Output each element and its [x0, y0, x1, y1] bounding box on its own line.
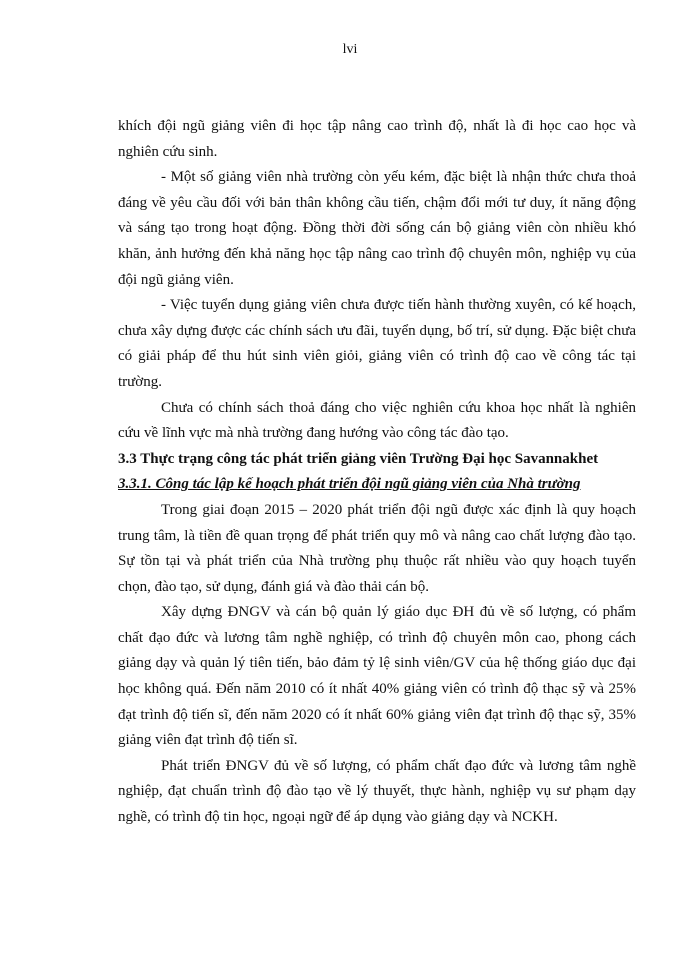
page-number: lvi — [342, 42, 358, 57]
paragraph-planning-period: Trong giai đoạn 2015 – 2020 phát triển đội ngũ được xác định là quy hoạch trung tâm, là tiền đề quan trọng để phát triển quy mô và nâng cao chất lượng đào tạo. Sự tồn tại và phát triển của Nhà trường phụ thuộc rất nhiều vào quy hoạch tuyển chọn, đào tạo, sử dụng, đánh giá và đào thải cán bộ. — [118, 501, 636, 595]
paragraph-recruitment: - Việc tuyển dụng giảng viên chưa được tiến hành thường xuyên, có kế hoạch, chưa xây dựng được các chính sách ưu đãi, tuyển dụng, bố trí, sử dụng. Đặc biệt chưa có giải pháp để thu hút sinh viên giỏi, giảng viên có trình độ cao về công tác tại trường. — [118, 297, 636, 390]
paragraph-staff-building: Xây dựng ĐNGV và cán bộ quản lý giáo dục ĐH đủ về số lượng, có phẩm chất đạo đức và lương tâm nghề nghiệp, có trình độ chuyên môn cao, phong cách giảng dạy và quản lý tiên tiến, bảo đảm tỷ lệ sinh viên/GV của hệ thống giáo dục đại học không quá. Đến năm 2010 có ít nhất 40% giảng viên có trình độ thạc sỹ và 25% đạt trình độ tiến sĩ, đến năm 2020 có ít nhất 60% giảng viên đạt trình độ thạc sỹ, 35% giảng viên đạt trình độ tiến sĩ. — [118, 604, 636, 749]
section-heading: 3.3 Thực trạng công tác phát triển giảng viên Trường Đại học Savannakhet — [118, 450, 599, 467]
paragraph-weak-lecturers: - Một số giảng viên nhà trường còn yếu kém, đặc biệt là nhận thức chưa thoả đáng về yêu cầu đối với bản thân không cầu tiến, chậm đổi mới tư duy, ít năng động và sáng tạo trong hoạt động. Đồng thời đời sống cán bộ giảng viên còn nhiều khó khăn, ảnh hưởng đến khả năng học tập nâng cao trình độ chuyên môn, nghiệp vụ của đội ngũ giảng viên. — [118, 169, 636, 288]
paragraph-staff-development: Phát triển ĐNGV đủ về số lượng, có phẩm chất đạo đức và lương tâm nghề nghiệp, đạt chuẩn trình độ đào tạo về lý thuyết, thực hành, nghiệp vụ sư phạm dạy nghề, có trình độ tin học, ngoại ngữ để áp dụng vào giảng dạy và NCKH. — [118, 757, 636, 826]
document-body — [118, 114, 636, 831]
subsection-heading: 3.3.1. Công tác lập kế hoạch phát triển đội ngũ giảng viên của Nhà trường — [118, 476, 581, 493]
paragraph-research-policy: Chưa có chính sách thoả đáng cho việc nghiên cứu khoa học nhất là nghiên cứu về lĩnh vực mà nhà trường đang hướng vào công tác đào tạo. — [118, 399, 636, 442]
paragraph-continuation: khích đội ngũ giảng viên đi học tập nâng cao trình độ, nhất là đi học cao học và nghiên cứu sinh. — [118, 118, 636, 160]
